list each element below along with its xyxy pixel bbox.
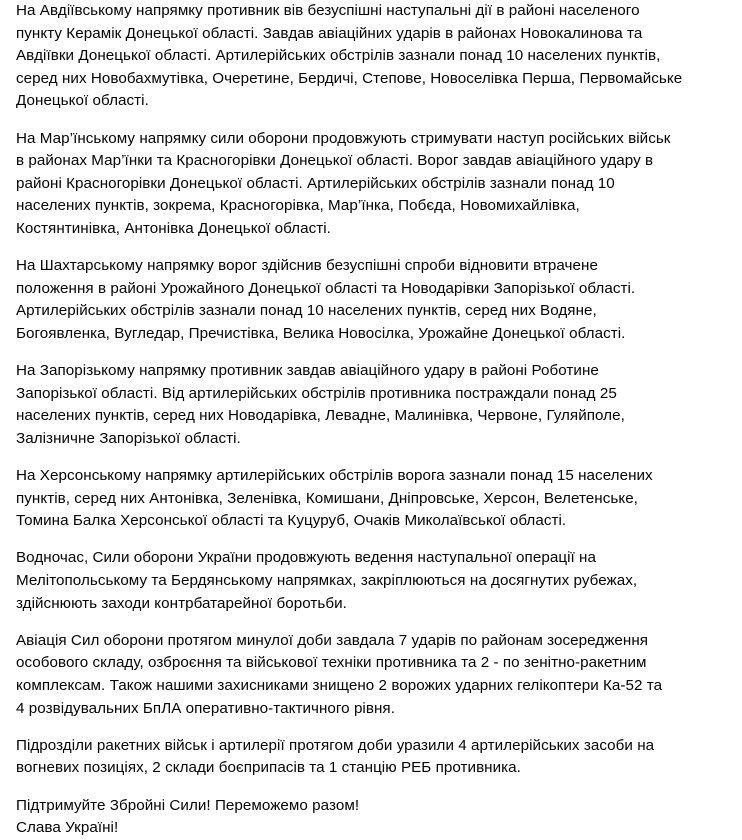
text-line: вогневих позиціях, 2 склади боєприпасів та 1 станцію РЕБ противника. (16, 759, 521, 777)
text-line: серед них Новобахмутівка, Очеретине, Бердичі, Степове, Новоселівка Перша, Первомайське (16, 69, 683, 87)
text-line: положення в районі Урожайного Донецької області та Новодарівки Запорізької області. (16, 279, 636, 297)
text-line: Костянтинівка, Антонівка Донецької області. (16, 219, 331, 237)
text-line: На Запорізькому напрямку противник завдав авіаційного удару в районі Роботине (16, 362, 599, 380)
text-line: здійснюють заходи контрбатарейної боротьби. (16, 594, 347, 612)
text-line: в районах Мар’їнки та Красногорівки Донецької області. Ворог завдав авіаційного удару в (16, 152, 654, 170)
paragraph-avdiivka (16, 0, 734, 113)
text-line: Артилерійських обстрілів зазнали понад 10 населених пунктів, серед них Водяне, (16, 302, 597, 320)
text-line: Залізничне Запорізької області. (16, 429, 241, 447)
text-line: Підтримуйте Збройні Сили! Переможемо разом! (16, 796, 360, 814)
post-body (16, 0, 734, 840)
text-line: Запорізької області. Від артилерійських обстрілів противника постраждали понад 25 (16, 384, 617, 402)
text-line: Донецької області. (16, 92, 149, 110)
text-line: На Херсонському напрямку артилерійських обстрілів ворога зазнали понад 15 населених (16, 467, 653, 485)
text-line: Богоявленка, Вугледар, Пречистівка, Велика Новосілка, Урожайне Донецької області. (16, 324, 626, 342)
text-line: комплексам. Також нашими захисниками знищено 2 ворожих ударних гелікоптери Ка-52 та (16, 677, 663, 694)
paragraph-shakhtarsk (16, 255, 734, 345)
text-line: На Шахтарському напрямку ворог здійснив безуспішні спроби відновити втрачене (16, 257, 598, 275)
text-line: районі Красногорівки Донецької області. Артилерійських обстрілів зазнали понад 10 (16, 174, 615, 192)
paragraph-artillery (16, 735, 734, 780)
text-line: Водночас, Сили оборони України продовжують ведення наступальної операції на (16, 549, 596, 567)
text-line: Авіація Сил оборони протягом минулої доби завдала 7 ударів по районам зосередження (16, 631, 649, 649)
text-line: Авдіївки Донецької області. Артилерійських обстрілів зазнали понад 10 населених пунктів, (16, 47, 661, 65)
text-line: 4 розвідувальних БпЛА оперативно-тактичного рівня. (16, 699, 395, 717)
text-line: пунктів, серед них Антонівка, Зеленівка, Комишани, Дніпровське, Херсон, Велетенське, (16, 489, 638, 507)
text-line: особового складу, озброєння та військової техніки противника та 2 - по зенітно-ракетним (16, 654, 647, 672)
paragraph-closing (16, 795, 734, 840)
text-line: Слава Україні! (16, 819, 119, 837)
text-line: Підрозділи ракетних військ і артилерії протягом доби уразили 4 артилерійських засоби на (16, 736, 655, 754)
paragraph-zaporizhzhia (16, 360, 734, 450)
text-line: населених пунктів, зокрема, Красногорівка, Мар’їнка, Побєда, Новомихайлівка, (16, 197, 580, 215)
text-line: пункту Керамік Донецької області. Завдав авіаційних ударів в районах Новокалинова та (16, 24, 643, 42)
paragraph-kherson (16, 465, 734, 533)
paragraph-offensive (16, 547, 734, 615)
paragraph-aviation (16, 630, 734, 720)
text-line: населених пунктів, серед них Новодарівка, Левадне, Малинівка, Червоне, Гуляйполе, (16, 407, 625, 425)
text-line: На Авдіївському напрямку противник вів безуспішні наступальні дії в районі населеного (16, 2, 640, 19)
paragraph-marinka (16, 128, 734, 241)
text-line: Мелітопольському та Бердянському напрямках, закріплюються на досягнутих рубежах, (16, 572, 638, 590)
text-line: Томина Балка Херсонської області та Куцуруб, Очаків Миколаївської області. (16, 512, 567, 530)
text-line: На Мар’їнському напрямку сили оборони продовжують стримувати наступ російських військ (16, 129, 671, 147)
